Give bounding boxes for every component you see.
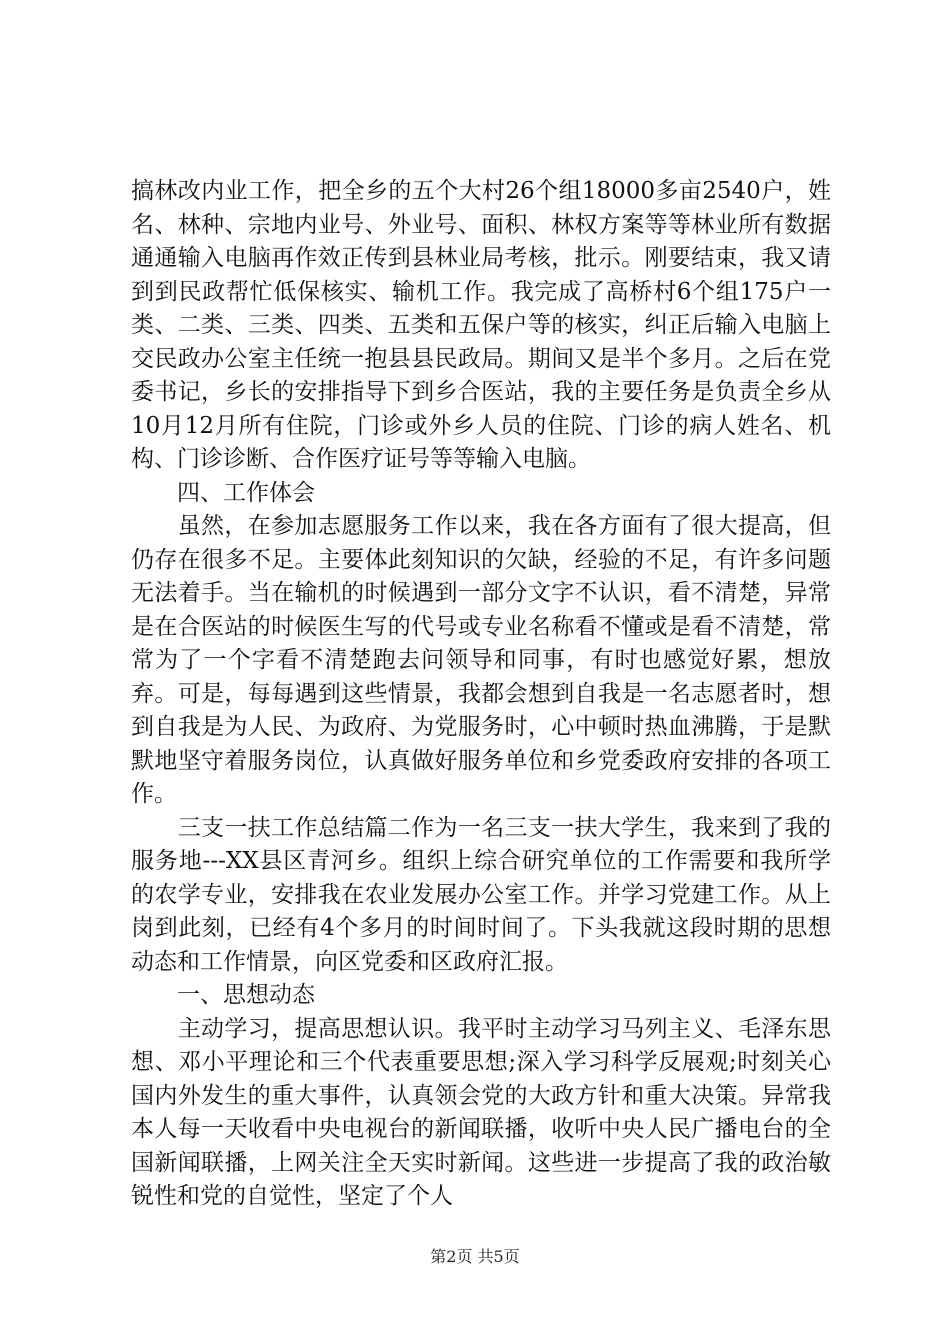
paragraph: 主动学习，提高思想认识。我平时主动学习马列主义、毛泽东思想、邓小平理论和三个代表重要思想;深入学习科学反展观;时刻关心国内外发生的重大事件，认真领会党的大政方针和重大决策。异常我本人每一天收看中央电视台的新闻联播，收听中央人民广播电台的全国新闻联播，上网关注全天实时新闻。这些进一步提高了我的政治敏锐性和党的自觉性，坚定了个人: [131, 1015, 831, 1209]
paragraph: 虽然，在参加志愿服务工作以来，我在各方面有了很大提高，但仍存在很多不足。主要体此刻知识的欠缺，经验的不足，有许多问题无法着手。当在输机的时候遇到一部分文字不认识，看不清楚，异常是在合医站的时候医生写的代号或专业名称看不懂或是看不清楚，常常为了一个字看不清楚跑去问领导和同事，有时也感觉好累，想放弃。可是，每每遇到这些情景，我都会想到自我是一名志愿者时，想到自我是为人民、为政府、为党服务时，心中顿时热血沸腾，于是默默地坚守着服务岗位，认真做好服务单位和乡党委政府安排的各项工作。: [131, 513, 831, 807]
section-heading: 一、思想动态: [131, 982, 315, 1008]
section-heading: 四、工作体会: [131, 479, 315, 506]
document-body: [131, 175, 831, 1214]
paragraph: 搞林改内业工作，把全乡的五个大村26个组18000多亩2540户，姓名、林种、宗地内业号、外业号、面积、林权方案等等林业所有数据通通输入电脑再作效正传到县林业局考核，批示。刚要结束，我又请到到民政帮忙低保核实、输机工作。我完成了高桥村6个组175户一类、二类、三类、四类、五类和五保户等的核实，纠正后输入电脑上交民政办公室主任统一抱县县民政局。期间又是半个多月。之后在党委书记，乡长的安排指导下到乡合医站，我的主要任务是负责全乡从10月12月所有住院，门诊或外乡人员的住院、门诊的病人姓名、机构、门诊诊断、合作医疗证号等等输入电脑。: [131, 178, 831, 472]
paragraph: 三支一扶工作总结篇二作为一名三支一扶大学生，我来到了我的服务地---XX县区青河乡。组织上综合研究单位的工作需要和我所学的农学专业，安排我在农业发展办公室工作。并学习党建工作。从上岗到此刻，已经有4个多月的时间时间了。下头我就这段时期的思想动态和工作情景，向区党委和区政府汇报。: [131, 814, 831, 975]
page-footer: 第2页 共5页: [430, 1247, 520, 1266]
